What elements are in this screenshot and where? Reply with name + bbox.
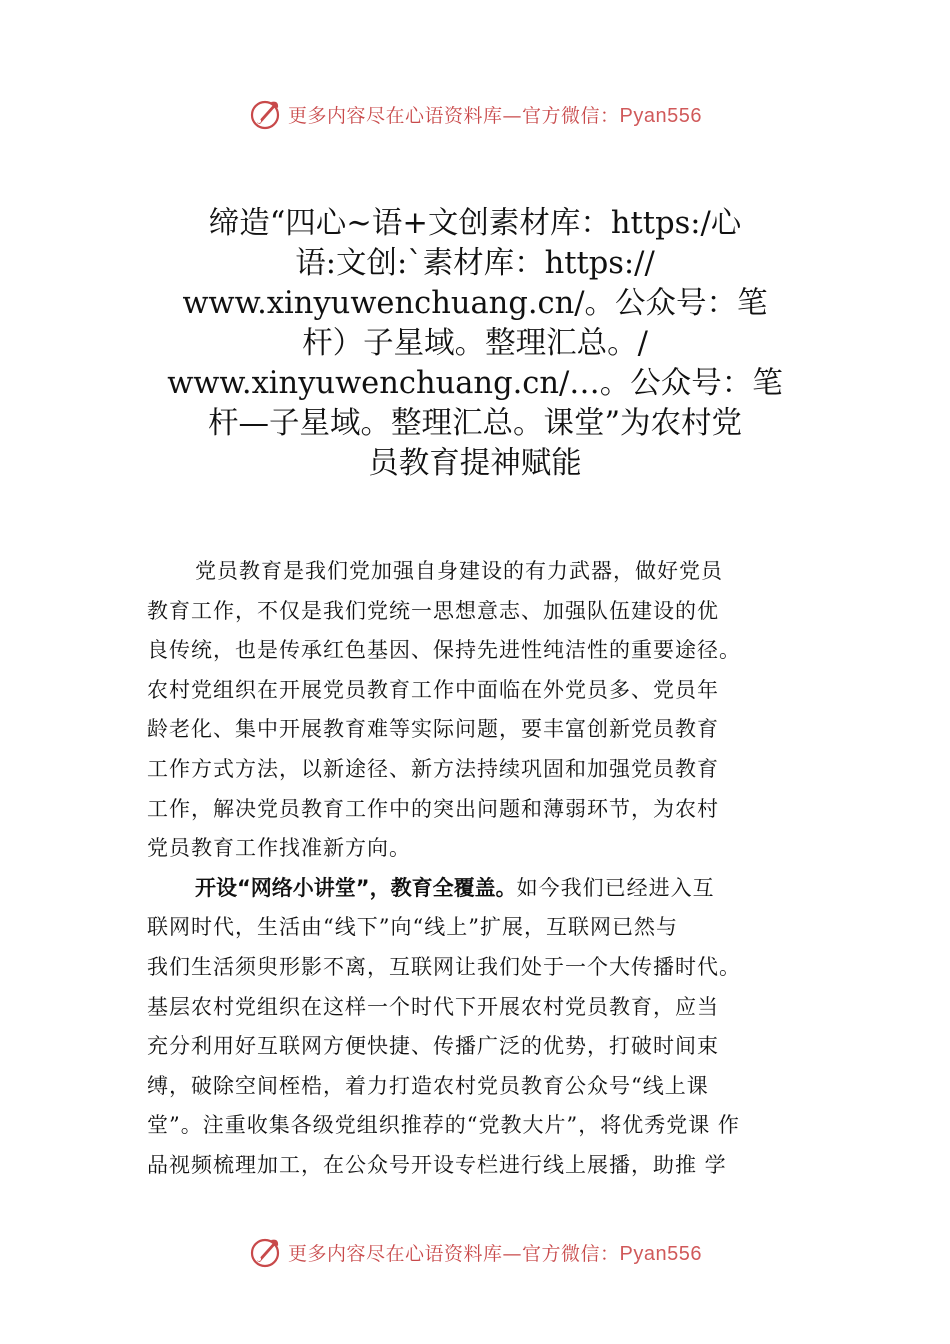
header-banner <box>0 94 950 134</box>
document-title <box>150 204 800 484</box>
text-line: 缔造“四心~语+文创素材库：https:/心 <box>208 206 742 241</box>
paragraph-2 <box>147 869 807 1186</box>
text-line: 龄老化、集中开展教育难等实际问题，要丰富创新党员教育 <box>147 717 719 742</box>
text-line: 杆—子星域。整理汇总。课堂”为农村党 <box>207 406 743 441</box>
document-body <box>147 552 807 1186</box>
banner-text <box>288 101 702 128</box>
text-line: 缚，破除空间桎梏，着力打造农村党员教育公众号“线上课 <box>147 1073 709 1098</box>
text-line: 堂”。注重收集各级党组织推荐的“党教大片”，将优秀党课 作 <box>147 1113 740 1138</box>
text-line: 基层农村党组织在这样一个时代下开展农村党员教育，应当 <box>147 994 719 1019</box>
text-line: 党员教育工作找准新方向。 <box>147 836 411 861</box>
quill-pen-seal-icon <box>248 97 282 131</box>
text-line: 杆）子星域。整理汇总。/ <box>302 326 648 361</box>
footer-banner <box>0 1232 950 1272</box>
text-line: 充分利用好互联网方便快捷、传播广泛的优势，打破时间束 <box>147 1034 719 1059</box>
text-line: www.xinyuwenchuang.cn/。公众号：笔 <box>182 286 768 321</box>
text-line: 工作，解决党员教育工作中的突出问题和薄弱环节，为农村 <box>147 796 719 821</box>
text-line: 良传统，也是传承红色基因、保持先进性纯洁性的重要途径。 <box>147 638 741 663</box>
banner-text <box>288 1239 702 1266</box>
paragraph-2-first-line <box>147 869 807 909</box>
text-line: 品视频梳理加工，在公众号开设专栏进行线上展播，助推 学 <box>147 1152 727 1177</box>
wechat-id: Pyan556 <box>619 1242 702 1265</box>
paragraph-1 <box>147 552 807 869</box>
text-line: 工作方式方法，以新途径、新方法持续巩固和加强党员教育 <box>147 756 719 781</box>
section-heading: 开设“网络小讲堂”，教育全覆盖。 <box>195 875 517 900</box>
banner-slogan: 更多内容尽在心语资料库—官方微信： <box>288 1242 620 1265</box>
paragraph-2-lead: 如今我们已经进入互 <box>516 875 715 900</box>
text-line: 农村党组织在开展党员教育工作中面临在外党员多、党员年 <box>147 677 719 702</box>
quill-pen-seal-icon <box>248 1235 282 1269</box>
text-line: www.xinyuwenchuang.cn/…。公众号：笔 <box>167 366 783 401</box>
banner-slogan: 更多内容尽在心语资料库—官方微信： <box>288 104 620 127</box>
wechat-id: Pyan556 <box>619 104 702 127</box>
text-line: 党员教育是我们党加强自身建设的有力武器，做好党员 <box>195 559 723 583</box>
text-line: 教育工作，不仅是我们党统一思想意志、加强队伍建设的优 <box>147 598 719 623</box>
text-line: 语:文创:`素材库：https:// <box>295 246 655 281</box>
text-line: 我们生活须臾形影不离，互联网让我们处于一个大传播时代。 <box>147 954 741 979</box>
text-line: 员教育提神赋能 <box>368 446 582 481</box>
text-line: 联网时代，生活由“线下”向“线上”扩展，互联网已然与 <box>147 915 678 940</box>
